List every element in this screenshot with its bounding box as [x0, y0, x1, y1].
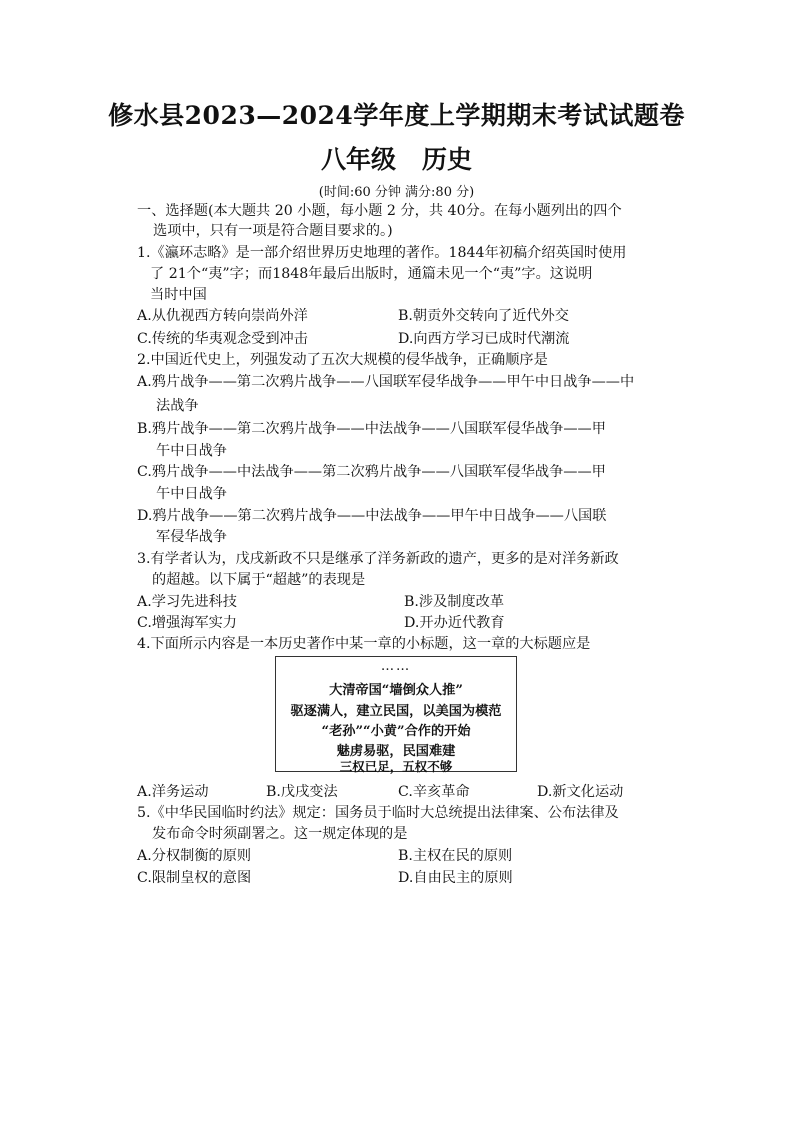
box-subtitle-3: “老孙”“小黄”合作的开始 — [321, 724, 471, 739]
grade-label: 八年级 — [320, 145, 396, 174]
box-subtitle-1: 大清帝国“墙倒众人推” — [329, 683, 463, 698]
q2-stem: 2.中国近代史上，列强发动了五次大规模的侵华战争，正确顺序是 — [137, 352, 548, 368]
q1-stem-line1: 1.《瀛环志略》是一部介绍世界历史地理的著作。1844年初稿介绍英国时使用 — [137, 245, 627, 261]
exam-title: 修水县2023—2024学年度上学期期末考试试题卷 — [108, 101, 685, 130]
q3-stem-line2: 的超越。以下属于“超越”的表现是 — [152, 572, 366, 588]
q1-option-a: A.从仇视西方转向崇尚外洋 — [137, 308, 308, 324]
q2-option-a-line2: 法战争 — [156, 398, 199, 414]
q3-option-c: C.增强海军实力 — [137, 615, 237, 631]
q2-option-b-line1: B.鸦片战争——第二次鸦片战争——中法战争——八国联军侵华战争——甲 — [137, 421, 606, 437]
box-subtitle-2: 驱逐满人，建立民国，以美国为模范 — [290, 704, 502, 719]
q2-option-a-line1: A.鸦片战争——第二次鸦片战争——八国联军侵华战争——甲午中日战争——中 — [137, 374, 635, 390]
q2-option-c-line1: C.鸦片战争——中法战争——第二次鸦片战争——八国联军侵华战争——甲 — [137, 464, 606, 480]
q5-option-c: C.限制皇权的意图 — [137, 870, 252, 886]
q4-option-b: B.戊戌变法 — [266, 784, 338, 800]
q2-option-b-line2: 午中日战争 — [156, 443, 227, 459]
q5-stem-line1: 5.《中华民国临时约法》规定：国务员于临时大总统提出法律案、公布法律及 — [137, 805, 619, 821]
q1-stem-line2: 了 21个“夷”字；而1848年最后出版时，通篇未见一个“夷”字。这说明 — [150, 266, 593, 282]
q4-stem: 4.下面所示内容是一本历史著作中某一章的小标题，这一章的大标题应是 — [137, 636, 591, 652]
q2-option-c-line2: 午中日战争 — [156, 486, 227, 502]
q5-option-a: A.分权制衡的原则 — [137, 848, 252, 864]
q3-option-d: D.开办近代教育 — [404, 615, 505, 631]
section-instructions-line2: 选项中，只有一项是符合题目要求的。) — [153, 223, 393, 239]
q1-option-d: D.向西方学习已成时代潮流 — [398, 331, 570, 347]
q1-option-b: B.朝贡外交转向了近代外交 — [398, 308, 569, 324]
box-subtitle-5: 三权已足，五权不够 — [339, 759, 453, 774]
q3-option-a: A.学习先进科技 — [137, 594, 237, 610]
q4-option-c: C.辛亥革命 — [398, 784, 470, 800]
exam-subtitle — [0, 140, 793, 176]
section-instructions-line1: 一、选择题(本大题共 20 小题，每小题 2 分，共 40分。在每小题列出的四个 — [137, 203, 622, 219]
q3-stem-line1: 3.有学者认为，戊戌新政不只是继承了洋务新政的遗产，更多的是对洋务新政 — [137, 551, 619, 567]
box-subtitle-4: 魅虏易驱，民国难建 — [336, 744, 456, 759]
q1-stem-line3: 当时中国 — [150, 287, 207, 303]
q3-option-b: B.涉及制度改革 — [404, 594, 505, 610]
q2-option-d-line1: D.鸦片战争——第二次鸦片战争——中法战争——甲午中日战争——八国联 — [137, 508, 607, 524]
q4-chapter-subtitles-box — [275, 656, 517, 772]
q4-option-a: A.洋务运动 — [137, 784, 209, 800]
q5-stem-line2: 发布命令时须副署之。这一规定体现的是 — [152, 826, 408, 842]
q1-option-c: C.传统的华夷观念受到冲击 — [137, 331, 308, 347]
q5-option-b: B.主权在民的原则 — [398, 848, 513, 864]
q5-option-d: D.自由民主的原则 — [398, 870, 513, 886]
box-ellipsis: …… — [380, 659, 412, 674]
subject-label: 历史 — [422, 145, 473, 174]
q4-option-d: D.新文化运动 — [537, 784, 624, 800]
q2-option-d-line2: 军侵华战争 — [156, 529, 227, 545]
exam-meta: (时间:60 分钟 满分:80 分) — [318, 185, 475, 200]
